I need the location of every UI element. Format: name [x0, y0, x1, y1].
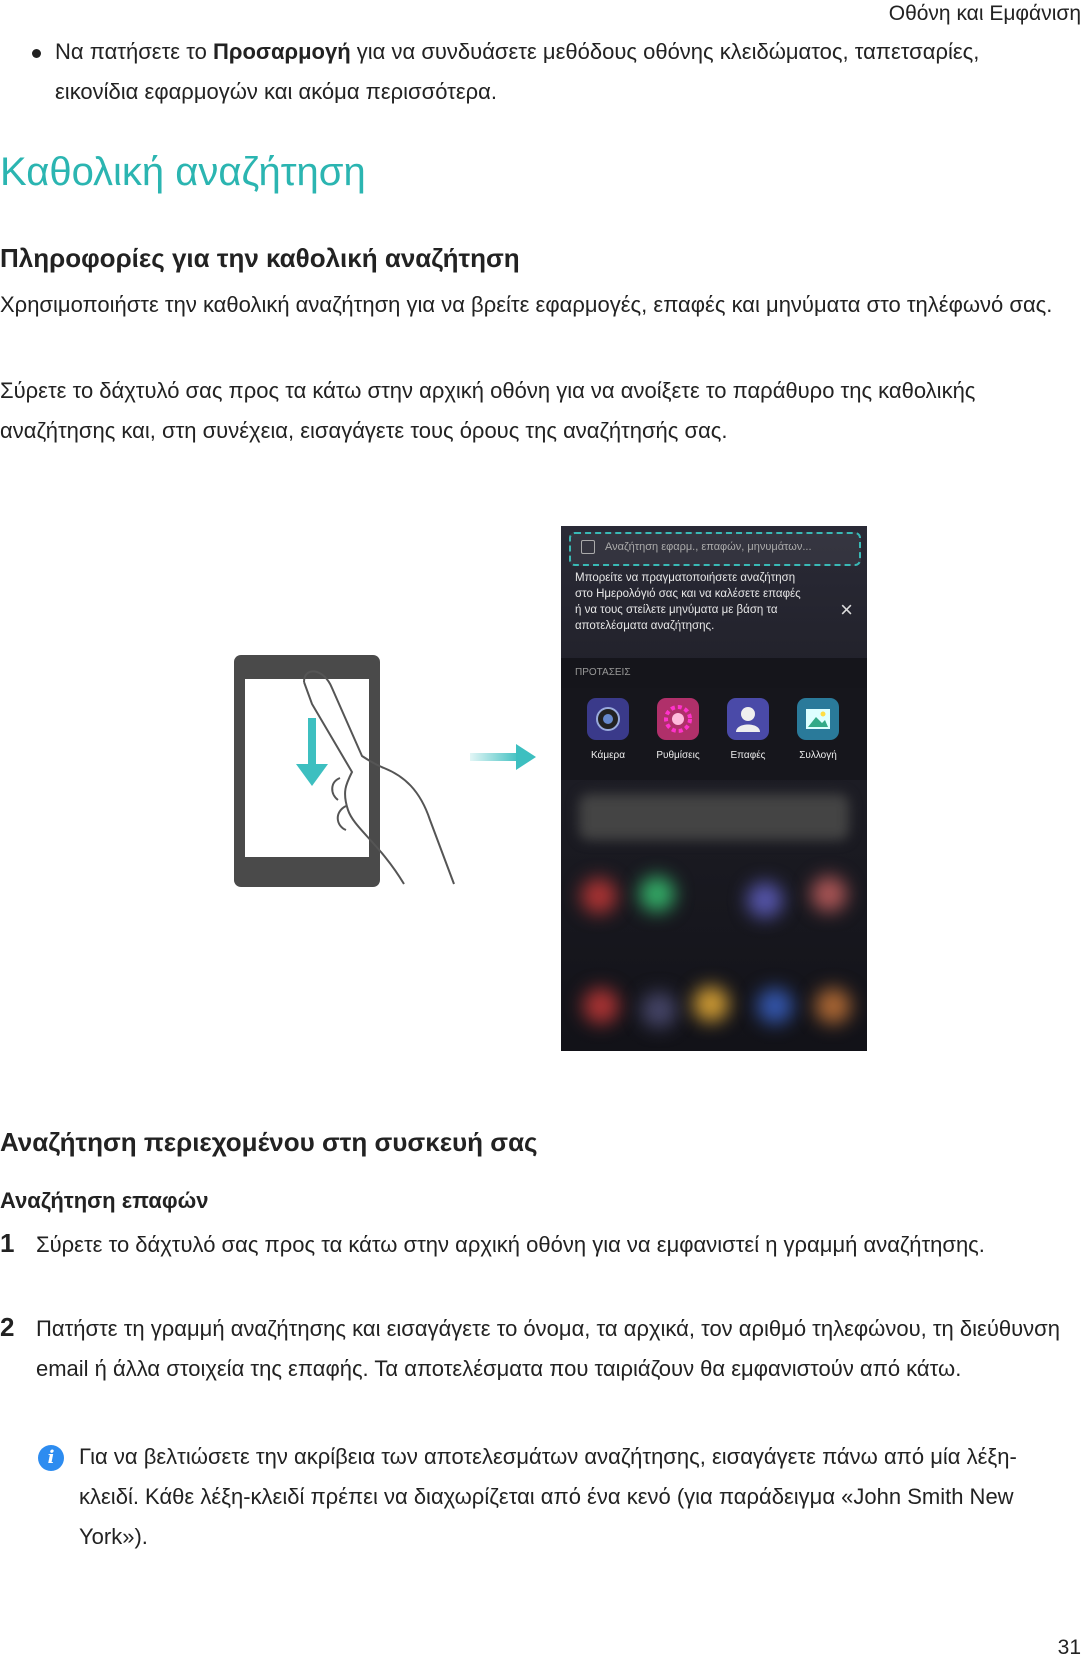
phone-suggested-apps	[561, 688, 867, 780]
right-arrow-icon	[470, 742, 536, 772]
blurred-app	[815, 988, 851, 1024]
blurred-app	[641, 992, 677, 1028]
blurred-app	[639, 876, 675, 912]
note	[38, 1437, 1068, 1557]
camera-icon	[587, 698, 629, 740]
app-label-camera: Κάμερα	[590, 750, 626, 761]
info-icon: i	[38, 1445, 64, 1471]
app-label-contacts: Επαφές	[730, 750, 766, 761]
gallery-icon	[797, 698, 839, 740]
step-text: Πατήστε τη γραμμή αναζήτησης και εισαγάγετε το όνομα, τα αρχικά, τον αριθμό τηλεφώνου, τη διεύθυνση email ή άλλα στοιχεία της επαφής. Τα αποτελέσματα που ταιριάζουν θα εμφανιστούν από κάτω.	[36, 1316, 1060, 1381]
about-paragraph-1: Χρησιμοποιήστε την καθολική αναζήτηση για να βρείτε εφαρμογές, επαφές και μηνύματα στο τηλέφωνό σας.	[0, 292, 1053, 317]
search-contacts-subheading: Αναζήτηση επαφών	[0, 1188, 209, 1213]
blurred-app	[581, 878, 617, 914]
about-heading: Πληροφορίες για την καθολική αναζήτηση	[0, 243, 520, 273]
app-camera[interactable]	[577, 698, 639, 761]
app-gallery[interactable]	[787, 698, 849, 761]
page-number: 31	[1057, 1636, 1081, 1659]
phone-suggestions-label: ΠΡΟΤΑΣΕΙΣ	[575, 667, 631, 678]
blurred-app	[583, 988, 619, 1024]
step-text: Σύρετε το δάχτυλό σας προς τα κάτω στην αρχική οθόνη για να εμφανιστεί η γραμμή αναζήτησης.	[36, 1232, 985, 1257]
phone-suggestions-header	[561, 658, 867, 688]
about-paragraph-2: Σύρετε το δάχτυλό σας προς τα κάτω στην αρχική οθόνη για να ανοίξετε το παράθυρο της καθολικής αναζήτησης και, στη συνέχεια, εισαγάγετε τους όρους της αναζήτησής σας.	[0, 378, 976, 443]
blurred-content	[579, 794, 849, 840]
step-number: 1	[0, 1228, 15, 1258]
bullet-item	[10, 32, 1050, 112]
bullet-text	[55, 32, 1050, 112]
bullet-text-before: Να πατήσετε το	[55, 39, 213, 64]
app-contacts[interactable]	[717, 698, 779, 761]
swipe-down-arrow-head	[296, 764, 328, 786]
blurred-app	[811, 876, 847, 912]
step-number: 2	[0, 1312, 15, 1342]
close-icon[interactable]: ×	[840, 597, 853, 622]
app-label-settings: Ρυθμίσεις	[656, 750, 700, 761]
note-text: Για να βελτιώσετε την ακρίβεια των αποτελεσμάτων αναζήτησης, εισαγάγετε πάνω από μία λέξη-κλειδί. Κάθε λέξη-κλειδί πρέπει να διαχωρίζεται από ένα κενό (για παράδειγμα «John Smith New York»).	[79, 1444, 1017, 1549]
contacts-icon	[727, 698, 769, 740]
phone-search-bar[interactable]	[569, 532, 861, 566]
phone-screenshot	[561, 526, 867, 1051]
section-title: Καθολική αναζήτηση	[0, 150, 366, 194]
search-content-heading: Αναζήτηση περιεχομένου στη συσκευή σας	[0, 1127, 538, 1157]
bullet-text-after: για να συνδυάσετε μεθόδους οθόνης κλειδώματος, ταπετσαρίες, εικονίδια εφαρμογών και ακόμα περισσότερα.	[55, 39, 980, 104]
blurred-app	[747, 882, 783, 918]
blurred-app	[693, 986, 729, 1022]
blurred-app	[757, 988, 793, 1024]
settings-icon	[657, 698, 699, 740]
swipe-gesture-illustration	[234, 660, 474, 890]
scan-icon	[581, 540, 595, 554]
phone-search-placeholder: Αναζήτηση εφαρμ., επαφών, μηνυμάτων...	[605, 541, 812, 553]
app-settings[interactable]	[647, 698, 709, 761]
bullet-dot	[32, 49, 41, 58]
bullet-bold-term: Προσαρμογή	[212, 39, 351, 64]
swipe-down-arrow-shaft	[308, 718, 316, 768]
phone-search-tip: Μπορείτε να πραγματοποιήσετε αναζήτηση στο Ημερολόγιό σας και να καλέσετε επαφές ή να τους στείλετε μηνύματα με βάση τα αποτελέσματα αναζήτησης.	[575, 572, 801, 632]
running-header: Οθόνη και Εμφάνιση	[888, 2, 1081, 25]
app-label-gallery: Συλλογή	[799, 750, 837, 761]
